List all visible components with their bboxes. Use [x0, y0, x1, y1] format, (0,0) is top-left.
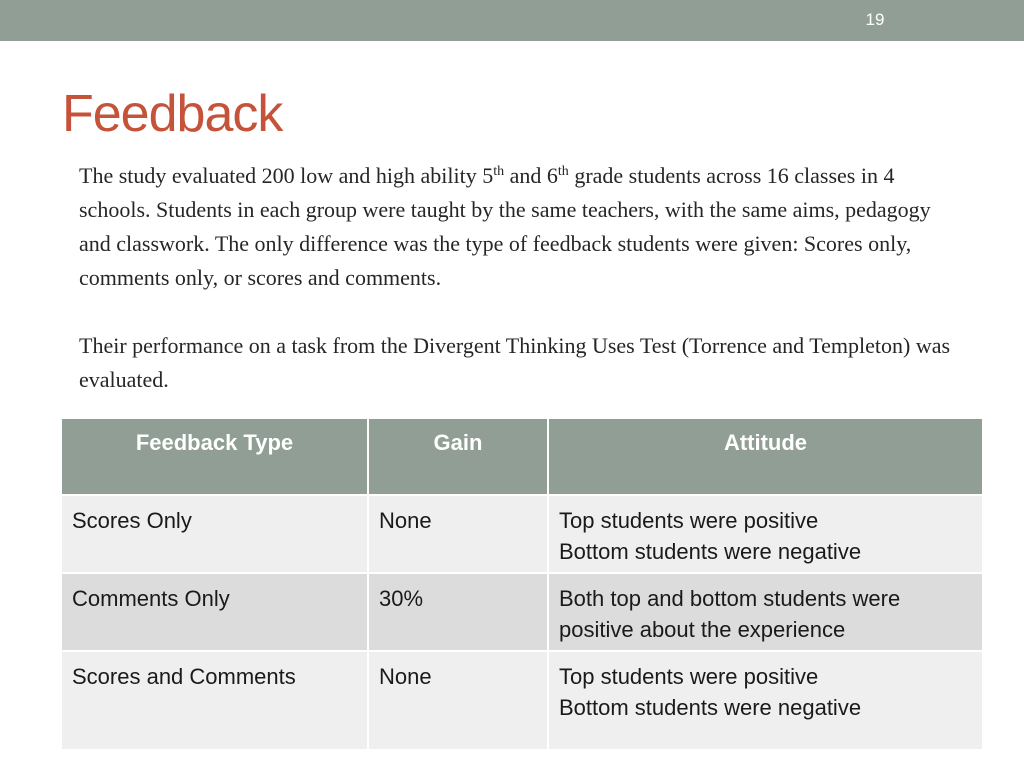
table-header-row [61, 418, 983, 495]
cell-attitude [548, 573, 983, 651]
feedback-table [60, 417, 984, 751]
cell-attitude [548, 495, 983, 573]
cell-attitude [548, 651, 983, 750]
paragraph-study-part-1: The study evaluated 200 low and high ability 5 [79, 163, 494, 188]
table-row [61, 573, 983, 651]
attitude-line: Both top and bottom students were positive about the experience [559, 586, 901, 642]
header-gain: Gain [368, 418, 548, 495]
attitude-line: Bottom students were negative [559, 695, 862, 720]
cell-gain: None [368, 495, 548, 573]
table-row [61, 651, 983, 750]
paragraph-study-part-3: grade students across 16 classes in 4 schools. Students in each group were taught by the same teachers, with the same aims, pedagogy and classwork. The only difference was the type of feedback students were given: Scores only, comments only, or scores and comments. [79, 163, 931, 290]
paragraph-study-part-2: and 6 [504, 163, 558, 188]
header-attitude: Attitude [548, 418, 983, 495]
attitude-line: Bottom students were negative [559, 539, 862, 564]
cell-feedback-type: Comments Only [61, 573, 368, 651]
attitude-line: Top students were positive [559, 508, 819, 533]
table-row [61, 495, 983, 573]
paragraph-study [79, 159, 959, 295]
body-text [79, 159, 959, 397]
paragraph-performance: Their performance on a task from the Divergent Thinking Uses Test (Torrence and Templeton) was evaluated. [79, 333, 951, 392]
superscript-th-2: th [557, 164, 569, 179]
cell-gain: 30% [368, 573, 548, 651]
cell-gain: None [368, 651, 548, 750]
slide-title: Feedback [62, 85, 283, 143]
header-feedback-type: Feedback Type [61, 418, 368, 495]
slide-number: 19 [865, 10, 885, 29]
cell-feedback-type: Scores and Comments [61, 651, 368, 750]
superscript-th-1: th [493, 164, 505, 179]
attitude-line: Top students were positive [559, 664, 819, 689]
cell-feedback-type: Scores Only [61, 495, 368, 573]
